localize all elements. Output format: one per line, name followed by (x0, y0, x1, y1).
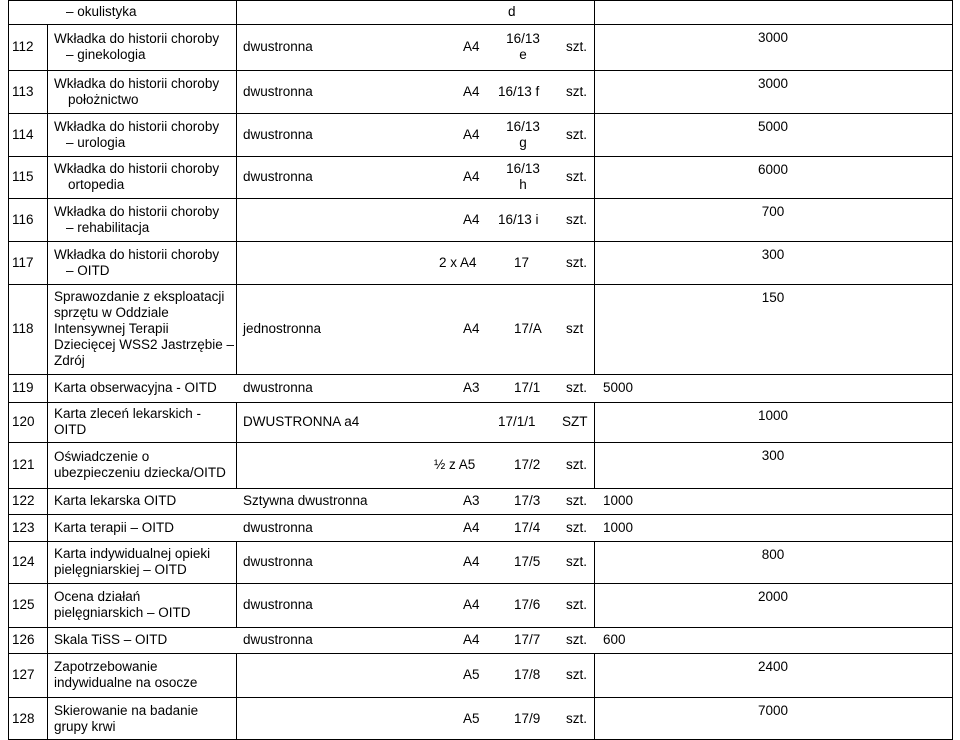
row-border (8, 374, 952, 375)
unit: szt. (566, 83, 588, 99)
row-border (8, 284, 952, 285)
row-number: 126 (12, 632, 35, 647)
row-number: 116 (12, 211, 34, 227)
print-type: dwustronna (243, 554, 313, 569)
quantity: 5000 (603, 380, 634, 395)
item-name: Wkładka do historii choroby (54, 75, 220, 91)
paper-format: A5 (463, 667, 480, 682)
item-code: 16/13 (506, 31, 540, 46)
item-code: 17/1/1 (498, 414, 536, 429)
unit: szt. (566, 169, 588, 184)
row-number: 114 (12, 126, 34, 142)
item-name: Wkładka do historii choroby (54, 203, 220, 219)
col-divider-name (236, 653, 237, 740)
unit: SZT (562, 414, 588, 429)
print-type: dwustronna (243, 380, 313, 395)
item-code: 17/7 (514, 632, 541, 647)
quantity: 1000 (757, 408, 789, 423)
row-border (8, 488, 952, 489)
paper-format: A5 (463, 710, 480, 726)
unit: szt (566, 321, 584, 336)
quantity: 600 (603, 632, 626, 647)
quantity: 300 (761, 247, 785, 262)
print-type: dwustronna (243, 126, 313, 142)
item-name: Karta obserwacyjna - OITD (54, 380, 217, 395)
item-name: pielęgniarskiej – OITD (54, 562, 187, 577)
item-code: 17/6 (514, 597, 541, 612)
paper-format: A4 (463, 126, 480, 142)
row-number: 123 (12, 519, 35, 535)
paper-format: A3 (463, 380, 480, 395)
row-number: 119 (12, 380, 34, 395)
paper-format: A4 (463, 211, 480, 227)
col-divider-name (236, 0, 237, 374)
row-border (8, 241, 952, 242)
item-name: Sprawozdanie z eksploatacji (54, 289, 225, 304)
row-number: 124 (12, 554, 35, 569)
paper-format: A4 (463, 169, 480, 184)
row-border (8, 583, 952, 584)
quantity: 5000 (757, 119, 789, 134)
row-number: 120 (12, 414, 35, 429)
quantity: 3000 (757, 76, 789, 91)
print-type: Sztywna dwustronna (243, 493, 368, 508)
quantity: 2400 (757, 659, 789, 674)
unit: szt. (566, 597, 588, 612)
row-number: 128 (12, 710, 35, 726)
item-code: 17/8 (514, 667, 541, 682)
item-code: h (519, 177, 527, 192)
item-name: Karta terapii – OITD (54, 519, 175, 535)
item-name: grupy krwi (54, 718, 116, 734)
table-left-border (8, 0, 9, 740)
paper-format: A4 (463, 632, 480, 647)
item-name: Oświadczenie o (54, 449, 150, 464)
item-name: indywidualne na osocze (54, 675, 198, 690)
print-type: dwustronna (243, 632, 313, 647)
item-code: 17/3 (514, 493, 541, 508)
item-name: pielęgniarskich – OITD (54, 605, 191, 620)
col-divider-name (236, 541, 237, 627)
quantity: 1000 (603, 493, 634, 508)
paper-format: ½ z A5 (434, 457, 476, 472)
paper-format: 2 x A4 (439, 254, 477, 270)
quantity: 800 (761, 547, 785, 562)
paper-format: A4 (463, 597, 480, 612)
item-code: 16/13 i (498, 211, 539, 227)
row-number: 121 (12, 457, 35, 472)
print-type: dwustronna (243, 519, 313, 535)
quantity: 150 (761, 290, 785, 305)
item-code: 17/5 (514, 554, 541, 569)
row-number: 117 (12, 254, 34, 270)
col-divider-qty (594, 0, 595, 374)
item-name: Dziecięcej WSS2 Jastrzębie – (54, 337, 235, 352)
row-number: 112 (12, 39, 34, 54)
item-code: 17/A (514, 321, 542, 336)
item-name: – ginekologia (66, 47, 146, 62)
item-code: 17/9 (514, 710, 541, 726)
item-name: położnictwo (68, 91, 139, 107)
print-type: dwustronna (243, 83, 313, 99)
row-border (8, 156, 952, 157)
item-name: Karta indywidualnej opieki (54, 546, 211, 561)
item-code: 17 (514, 254, 530, 270)
item-name: – urologia (66, 134, 126, 150)
unit: szt. (566, 126, 588, 142)
item-name: Ocena działań (54, 589, 141, 604)
unit: szt. (566, 667, 588, 682)
paper-format: A4 (463, 39, 480, 54)
item-name: Zdrój (54, 353, 85, 368)
unit: szt. (566, 380, 588, 395)
row-border (8, 402, 952, 403)
paper-format: A4 (463, 519, 480, 535)
unit: szt. (566, 554, 588, 569)
item-name: Zapotrzebowanie (54, 659, 158, 674)
row-border (8, 24, 952, 25)
item-name: – OITD (66, 262, 110, 278)
unit: szt. (566, 39, 588, 54)
paper-format: A4 (463, 83, 480, 99)
row-border (8, 198, 952, 199)
item-name: Wkładka do historii choroby (54, 246, 220, 262)
row-number: 118 (12, 321, 34, 336)
unit: szt. (566, 457, 588, 472)
row-number: 125 (12, 597, 35, 612)
unit: szt. (566, 254, 588, 270)
item-code: 16/13 (506, 118, 540, 134)
table-right-border (952, 0, 953, 740)
unit: szt. (566, 493, 588, 508)
row-number: 122 (12, 493, 35, 508)
item-name: ubezpieczeniu dziecka/OITD (54, 465, 226, 480)
item-code: 17/4 (514, 519, 541, 535)
paper-format: A4 (463, 321, 480, 336)
quantity: 7000 (757, 703, 789, 718)
item-code: 17/2 (514, 457, 541, 472)
paper-format: A3 (463, 493, 480, 508)
item-name: Skierowanie na badanie (54, 702, 199, 718)
row-border (8, 70, 952, 71)
row-number: 113 (12, 83, 34, 99)
quantity: 6000 (757, 162, 789, 177)
unit: szt. (566, 710, 588, 726)
item-name: sprzętu w Oddziale (54, 305, 169, 320)
item-name: Intensywnej Terapii (54, 321, 169, 336)
row-border (8, 627, 952, 628)
row-border (8, 442, 952, 443)
item-code: 17/1 (514, 380, 541, 395)
paper-format: A4 (463, 554, 480, 569)
item-name: Karta lekarska OITD (54, 493, 177, 508)
row-number: 127 (12, 667, 35, 682)
print-type: jednostronna (243, 321, 322, 336)
item-code: 16/13 (506, 161, 540, 176)
print-type: DWUSTRONNA a4 (243, 414, 360, 429)
item-name: – rehabilitacja (66, 219, 150, 235)
col-divider-name (236, 402, 237, 488)
item-code: e (519, 47, 527, 62)
row-number: 115 (12, 169, 34, 184)
col-divider-number (47, 24, 48, 740)
item-code: 16/13 f (498, 83, 540, 99)
item-name: OITD (54, 422, 87, 437)
item-name: Skala TiSS – OITD (54, 632, 168, 647)
quantity: 3000 (757, 30, 789, 45)
quantity: 1000 (603, 519, 634, 535)
row-border (8, 541, 952, 542)
row-border (8, 0, 952, 1)
top-fragment-code: d (508, 4, 516, 19)
quantity: 300 (761, 448, 785, 463)
item-name: Wkładka do historii choroby (54, 31, 220, 46)
print-type: dwustronna (243, 169, 313, 184)
top-fragment-name: – okulistyka (66, 4, 137, 19)
quantity: 2000 (757, 589, 789, 604)
quantity: 700 (761, 204, 785, 219)
row-border (8, 653, 952, 654)
item-name: Karta zleceń lekarskich - (54, 406, 202, 421)
print-type: dwustronna (243, 597, 313, 612)
item-name: Wkładka do historii choroby (54, 118, 220, 134)
unit: szt. (566, 632, 588, 647)
item-code: g (519, 134, 527, 150)
row-border (8, 514, 952, 515)
row-border (8, 113, 952, 114)
unit: szt. (566, 211, 588, 227)
print-type: dwustronna (243, 39, 313, 54)
item-name: ortopedia (68, 177, 125, 192)
row-border (8, 697, 952, 698)
item-name: Wkładka do historii choroby (54, 161, 220, 176)
unit: szt. (566, 519, 588, 535)
